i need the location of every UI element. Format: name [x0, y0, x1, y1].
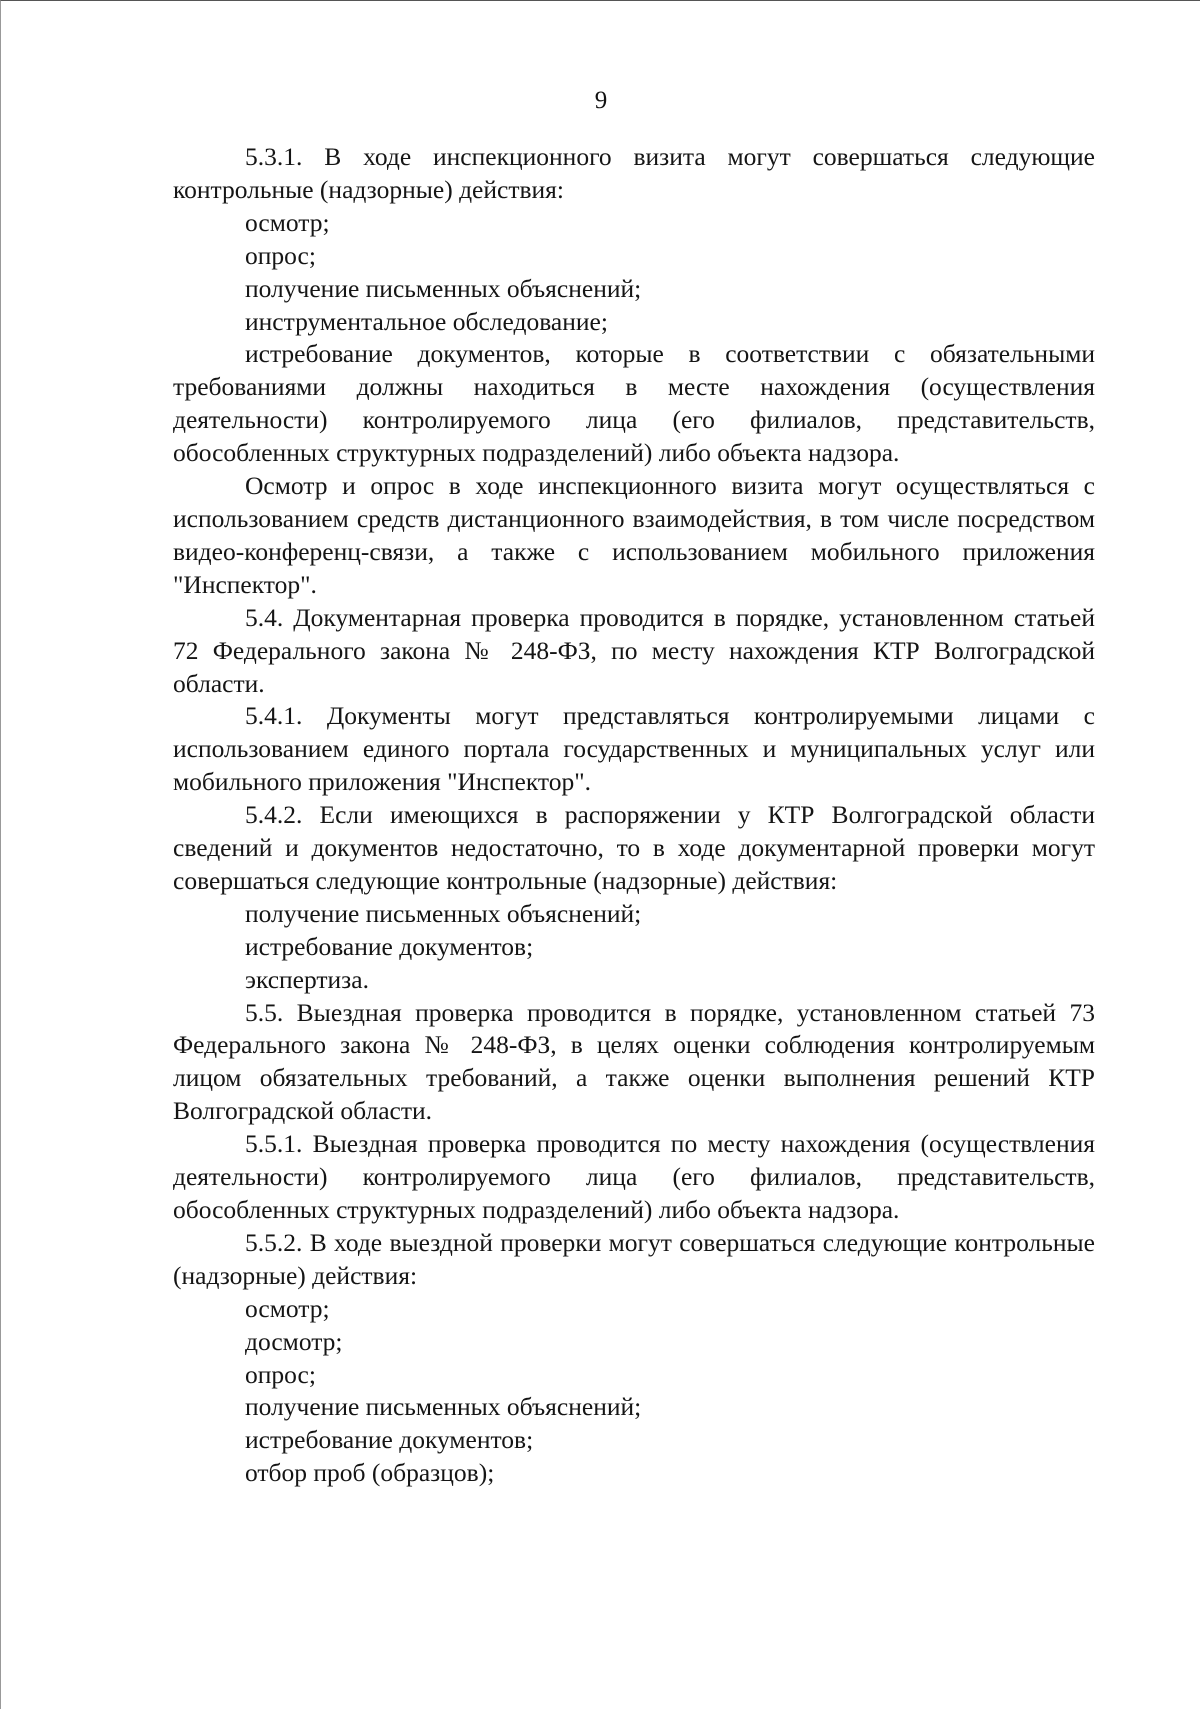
list-item: осмотр;	[245, 1293, 330, 1323]
paragraph-5-3-1: 5.3.1. В ходе инспекционного визита могут совершаться следующие контрольные (надзорные) действия:	[173, 142, 1095, 204]
paragraph-5-4-2: 5.4.2. Если имеющихся в распоряжении у КТР Волгоградской области сведений и документов недостаточно, то в ходе документарной проверки могут совершаться следующие контрольные (надзорные) действия:	[173, 800, 1095, 895]
list-item: опрос;	[245, 240, 316, 270]
paragraph-5-5-2: 5.5.2. В ходе выездной проверки могут совершаться следующие контрольные (надзорные) действия:	[173, 1227, 1095, 1290]
list-item: отбор проб (образцов);	[245, 1458, 495, 1488]
list-item: опрос;	[245, 1359, 316, 1389]
list-item: осмотр;	[245, 207, 330, 237]
list-item: получение письменных объяснений;	[245, 1392, 642, 1422]
list-item: инструментальное обследование;	[245, 306, 608, 336]
list-item: получение письменных объяснений;	[245, 898, 642, 928]
list-item: экспертиза.	[245, 964, 369, 994]
paragraph-document-request: истребование документов, которые в соответствии с обязательными требованиями должны находиться в месте нахождения (осуществления деятельности) контролируемого лица (его филиалов, представительств, обособленных структурных подразделений) либо объекта надзора.	[173, 339, 1095, 468]
list-item: досмотр;	[245, 1326, 343, 1356]
list-item: истребование документов;	[245, 931, 534, 961]
paragraph-5-4: 5.4. Документарная проверка проводится в порядке, установленном статьей 72 Федерального закона № 248-ФЗ, по месту нахождения КТР Волгоградской области.	[173, 602, 1095, 698]
document-body	[173, 141, 1095, 1490]
paragraph-remote-inspection: Осмотр и опрос в ходе инспекционного визита могут осуществляться с использованием средств дистанционного взаимодействия, в том числе посредством видео-конференц-связи, а также с использованием мобильного приложения "Инспектор".	[173, 471, 1095, 599]
paragraph-5-4-1: 5.4.1. Документы могут представляться контролируемыми лицами с использованием единого портала государственных и муниципальных услуг или мобильного приложения "Инспектор".	[173, 701, 1095, 797]
list-item: истребование документов;	[245, 1425, 534, 1455]
page-number: 9	[594, 87, 608, 114]
list-item: получение письменных объяснений;	[245, 273, 642, 303]
paragraph-5-5-1: 5.5.1. Выездная проверка проводится по месту нахождения (осуществления деятельности) контролируемого лица (его филиалов, представительств, обособленных структурных подразделений) либо объекта надзора.	[173, 1129, 1095, 1224]
paragraph-5-5: 5.5. Выездная проверка проводится в порядке, установленном статьей 73 Федерального закона № 248-ФЗ, в целях оценки соблюдения контролируемым лицом обязательных требований, а также оценки выполнения решений КТР Волгоградской области.	[173, 997, 1095, 1126]
